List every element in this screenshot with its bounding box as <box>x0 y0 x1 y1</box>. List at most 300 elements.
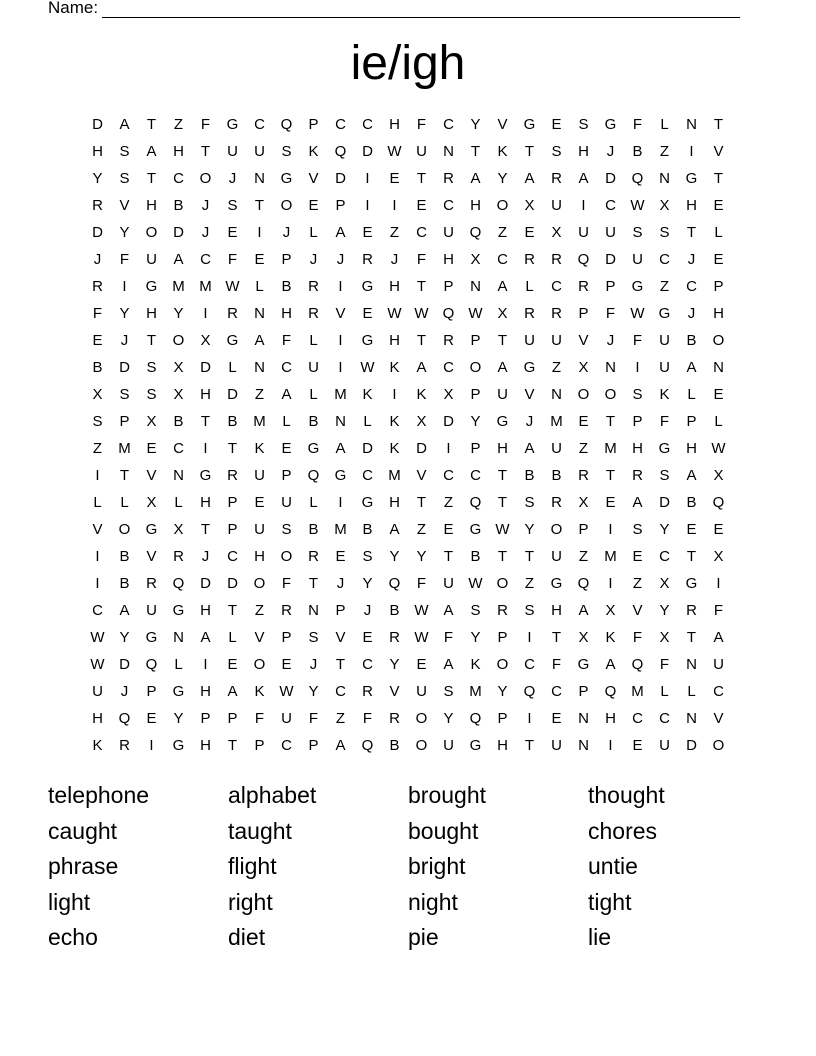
grid-letter: P <box>470 440 481 457</box>
grid-letter: X <box>497 305 508 322</box>
word-list-item: pie <box>408 924 439 950</box>
name-label: Name: <box>48 0 99 17</box>
grid-letter: R <box>362 251 373 268</box>
grid-letter: O <box>712 332 725 349</box>
grid-letter: K <box>362 386 373 403</box>
grid-letter: U <box>551 197 562 214</box>
grid-letter: Y <box>119 305 130 322</box>
grid-letter: G <box>550 575 563 592</box>
grid-letter: M <box>334 386 347 403</box>
grid-letter: G <box>685 170 698 187</box>
grid-letter: X <box>524 197 535 214</box>
grid-letter: T <box>416 332 427 349</box>
grid-letter: I <box>365 170 370 187</box>
grid-letter: D <box>686 737 697 754</box>
word-list-item: alphabet <box>228 782 317 808</box>
grid-letter: Q <box>469 494 482 511</box>
grid-letter: Q <box>577 251 590 268</box>
grid-letter: Q <box>469 224 482 241</box>
grid-letter: O <box>253 575 266 592</box>
grid-letter: I <box>122 278 127 295</box>
grid-letter: A <box>335 737 346 754</box>
grid-letter: D <box>200 575 211 592</box>
grid-letter: T <box>470 143 481 160</box>
grid-letter: Y <box>470 413 481 430</box>
grid-letter: T <box>551 629 562 646</box>
grid-letter: C <box>605 197 616 214</box>
grid-letter: H <box>470 197 481 214</box>
grid-letter: G <box>523 116 536 133</box>
grid-letter: M <box>199 278 212 295</box>
grid-letter: W <box>495 521 510 538</box>
grid-letter: O <box>712 737 725 754</box>
grid-letter: N <box>173 629 184 646</box>
grid-letter: F <box>416 251 427 268</box>
grid-letter: T <box>497 332 508 349</box>
grid-letter: U <box>578 224 589 241</box>
grid-letter: T <box>443 548 454 565</box>
grid-letter: N <box>659 170 670 187</box>
grid-letter: V <box>335 629 346 646</box>
grid-letter: U <box>632 251 643 268</box>
grid-letter: N <box>578 737 589 754</box>
grid-letter: E <box>362 224 373 241</box>
grid-letter: I <box>392 197 397 214</box>
grid-letter: I <box>95 467 100 484</box>
grid-letter: R <box>632 467 643 484</box>
grid-letter: T <box>146 170 157 187</box>
grid-letter: Z <box>173 116 184 133</box>
grid-letter: S <box>524 494 535 511</box>
grid-letter: C <box>686 278 697 295</box>
grid-letter: C <box>227 548 238 565</box>
grid-letter: E <box>416 197 427 214</box>
grid-letter: L <box>174 656 183 673</box>
grid-letter: K <box>605 629 616 646</box>
grid-letter: L <box>255 278 264 295</box>
grid-letter: E <box>713 521 724 538</box>
grid-letter: S <box>146 386 157 403</box>
grid-letter: D <box>605 251 616 268</box>
grid-letter: T <box>119 467 130 484</box>
grid-letter: S <box>578 116 589 133</box>
grid-letter: Q <box>361 737 374 754</box>
grid-letter: A <box>200 629 211 646</box>
grid-letter: U <box>254 467 265 484</box>
grid-letter: O <box>550 521 563 538</box>
grid-letter: G <box>523 359 536 376</box>
grid-letter: H <box>200 737 211 754</box>
grid-letter: R <box>227 467 238 484</box>
grid-letter: G <box>226 332 239 349</box>
grid-letter: H <box>713 305 724 322</box>
grid-letter: B <box>227 413 238 430</box>
grid-letter: T <box>200 521 211 538</box>
grid-letter: O <box>496 656 509 673</box>
grid-letter: F <box>227 251 238 268</box>
grid-letter: Q <box>631 656 644 673</box>
grid-letter: V <box>713 710 724 727</box>
grid-letter: C <box>659 548 670 565</box>
grid-letter: X <box>713 467 724 484</box>
grid-letter: O <box>604 386 617 403</box>
grid-letter: N <box>605 359 616 376</box>
grid-letter: G <box>361 494 374 511</box>
grid-letter: C <box>470 467 481 484</box>
grid-letter: K <box>389 413 400 430</box>
grid-letter: L <box>660 683 669 700</box>
grid-letter: E <box>281 656 292 673</box>
grid-letter: S <box>443 683 454 700</box>
grid-letter: P <box>308 116 319 133</box>
word-list <box>48 778 768 956</box>
grid-letter: Z <box>254 602 265 619</box>
grid-letter: B <box>308 521 319 538</box>
grid-letter: R <box>524 251 535 268</box>
grid-letter: R <box>173 548 184 565</box>
grid-letter: J <box>282 224 291 241</box>
grid-letter: H <box>632 440 643 457</box>
grid-letter: O <box>496 197 509 214</box>
grid-letter: H <box>200 683 211 700</box>
grid-letter: E <box>389 170 400 187</box>
grid-letter: E <box>713 197 724 214</box>
word-list-item: untie <box>588 853 638 879</box>
grid-letter: S <box>632 224 643 241</box>
grid-letter: A <box>524 440 535 457</box>
grid-letter: I <box>338 278 343 295</box>
grid-letter: U <box>659 737 670 754</box>
word-list-item: light <box>48 888 91 915</box>
grid-letter: R <box>119 737 130 754</box>
grid-letter: R <box>92 197 103 214</box>
grid-letter: A <box>227 683 238 700</box>
grid-letter: B <box>281 278 292 295</box>
grid-letter: P <box>335 197 346 214</box>
grid-letter: N <box>308 602 319 619</box>
grid-letter: F <box>416 116 427 133</box>
grid-letter: I <box>95 548 100 565</box>
grid-letter: R <box>389 629 400 646</box>
grid-letter: U <box>254 521 265 538</box>
grid-letter: W <box>414 602 429 619</box>
grid-letter: G <box>199 467 212 484</box>
grid-letter: B <box>362 521 373 538</box>
grid-letter: Y <box>497 683 508 700</box>
grid-letter: G <box>658 305 671 322</box>
grid-letter: R <box>497 602 508 619</box>
grid-letter: B <box>632 143 643 160</box>
grid-letter: B <box>92 359 103 376</box>
grid-letter: O <box>415 737 428 754</box>
grid-letter: G <box>145 521 158 538</box>
grid-letter: W <box>90 656 105 673</box>
grid-letter: D <box>92 224 103 241</box>
grid-letter: Z <box>335 710 346 727</box>
word-list-item: brought <box>408 782 487 808</box>
grid-letter: V <box>308 170 319 187</box>
grid-letter: E <box>686 521 697 538</box>
grid-letter: P <box>200 710 211 727</box>
grid-letter: T <box>254 197 265 214</box>
grid-letter: V <box>389 683 400 700</box>
grid-letter: S <box>227 197 238 214</box>
grid-letter: Y <box>119 629 130 646</box>
grid-letter: G <box>469 737 482 754</box>
grid-letter: L <box>525 278 534 295</box>
grid-letter: F <box>659 656 670 673</box>
grid-letter: P <box>686 413 697 430</box>
grid-letter: F <box>416 575 427 592</box>
grid-letter: U <box>146 251 157 268</box>
grid-letter: H <box>92 143 103 160</box>
grid-letter: N <box>578 710 589 727</box>
grid-letter: D <box>362 440 373 457</box>
grid-letter: B <box>389 737 400 754</box>
grid-letter: J <box>606 332 615 349</box>
grid-letter: T <box>713 170 724 187</box>
grid-letter: W <box>360 359 375 376</box>
grid-letter: W <box>414 305 429 322</box>
grid-letter: C <box>659 251 670 268</box>
grid-letter: T <box>227 602 238 619</box>
grid-letter: D <box>443 413 454 430</box>
grid-letter: B <box>119 575 130 592</box>
grid-letter: B <box>389 602 400 619</box>
grid-letter: B <box>119 548 130 565</box>
grid-letter: T <box>200 143 211 160</box>
grid-letter: C <box>632 710 643 727</box>
grid-letter: M <box>550 413 563 430</box>
grid-letter: Q <box>145 656 158 673</box>
grid-letter: C <box>92 602 103 619</box>
grid-letter: E <box>605 494 616 511</box>
word-list-item: night <box>408 888 458 915</box>
grid-letter: H <box>146 197 157 214</box>
grid-letter: Q <box>604 683 617 700</box>
grid-letter: A <box>578 170 589 187</box>
grid-letter: I <box>689 143 694 160</box>
grid-letter: T <box>713 116 724 133</box>
grid-letter: I <box>608 737 613 754</box>
grid-letter: G <box>280 170 293 187</box>
grid-letter: E <box>416 656 427 673</box>
grid-letter: U <box>713 656 724 673</box>
grid-letter: T <box>416 170 427 187</box>
grid-letter: R <box>146 575 157 592</box>
grid-letter: I <box>257 224 262 241</box>
grid-letter: R <box>443 332 454 349</box>
grid-letter: Z <box>389 224 400 241</box>
grid-letter: X <box>92 386 103 403</box>
grid-letter: W <box>468 305 483 322</box>
grid-letter: Y <box>416 548 427 565</box>
grid-letter: C <box>443 197 454 214</box>
grid-letter: A <box>281 386 292 403</box>
grid-letter: R <box>308 305 319 322</box>
grid-letter: Q <box>307 467 320 484</box>
grid-letter: L <box>120 494 129 511</box>
grid-letter: I <box>203 440 208 457</box>
grid-letter: R <box>443 170 454 187</box>
grid-letter: G <box>361 332 374 349</box>
grid-letter: A <box>524 170 535 187</box>
grid-letter: A <box>254 332 265 349</box>
grid-letter: Y <box>524 521 535 538</box>
grid-letter: K <box>659 386 670 403</box>
grid-letter: S <box>281 143 292 160</box>
grid-letter: Y <box>659 521 670 538</box>
grid-letter: P <box>281 251 292 268</box>
grid-letter: P <box>605 278 616 295</box>
grid-letter: F <box>551 656 562 673</box>
grid-letter: Y <box>389 548 400 565</box>
grid-letter: P <box>335 602 346 619</box>
grid-letter: T <box>524 143 535 160</box>
grid-letter: C <box>173 170 184 187</box>
grid-letter: D <box>362 143 373 160</box>
grid-letter: L <box>93 494 102 511</box>
grid-letter: Z <box>524 575 535 592</box>
grid-letter: H <box>200 602 211 619</box>
grid-letter: P <box>497 710 508 727</box>
grid-letter: U <box>605 224 616 241</box>
grid-letter: Q <box>442 305 455 322</box>
word-list-item: telephone <box>48 782 150 808</box>
grid-letter: T <box>524 737 535 754</box>
grid-letter: G <box>361 278 374 295</box>
grid-letter: V <box>92 521 103 538</box>
grid-letter: P <box>470 386 481 403</box>
grid-letter: M <box>118 440 131 457</box>
grid-letter: R <box>227 305 238 322</box>
grid-letter: Y <box>173 305 184 322</box>
grid-letter: B <box>686 494 697 511</box>
grid-letter: W <box>711 440 726 457</box>
grid-letter: F <box>632 116 643 133</box>
grid-letter: R <box>551 494 562 511</box>
grid-letter: R <box>686 602 697 619</box>
grid-letter: T <box>686 629 697 646</box>
grid-letter: S <box>362 548 373 565</box>
grid-letter: F <box>92 305 103 322</box>
grid-letter: E <box>254 251 265 268</box>
name-underline[interactable] <box>102 2 740 18</box>
grid-letter: U <box>416 143 427 160</box>
word-list-item: phrase <box>48 853 119 879</box>
grid-letter: D <box>227 575 238 592</box>
grid-letter: A <box>443 602 454 619</box>
grid-letter: V <box>578 332 589 349</box>
grid-letter: Q <box>118 710 131 727</box>
grid-letter: M <box>604 440 617 457</box>
grid-letter: V <box>335 305 346 322</box>
grid-letter: C <box>362 116 373 133</box>
grid-letter: O <box>415 710 428 727</box>
grid-letter: H <box>605 710 616 727</box>
grid-letter: O <box>145 224 158 241</box>
grid-letter: C <box>443 359 454 376</box>
grid-letter: X <box>173 521 184 538</box>
grid-letter: T <box>146 332 157 349</box>
grid-letter: H <box>389 332 400 349</box>
grid-letter: P <box>578 521 589 538</box>
word-list-item: caught <box>48 817 118 844</box>
grid-letter: G <box>145 278 158 295</box>
grid-letter: Z <box>632 575 643 592</box>
grid-letter: O <box>172 332 185 349</box>
grid-letter: A <box>578 602 589 619</box>
grid-letter: D <box>335 170 346 187</box>
grid-letter: I <box>95 575 100 592</box>
grid-letter: A <box>146 143 157 160</box>
grid-letter: H <box>389 494 400 511</box>
grid-letter: B <box>470 548 481 565</box>
grid-letter: G <box>604 116 617 133</box>
grid-letter: C <box>173 440 184 457</box>
grid-letter: S <box>119 386 130 403</box>
grid-letter: O <box>280 548 293 565</box>
name-field <box>48 0 740 18</box>
grid-letter: G <box>496 413 509 430</box>
grid-letter: W <box>468 575 483 592</box>
grid-letter: G <box>577 656 590 673</box>
grid-letter: S <box>551 143 562 160</box>
grid-letter: S <box>146 359 157 376</box>
grid-letter: L <box>309 494 318 511</box>
grid-letter: Q <box>577 575 590 592</box>
grid-letter: D <box>119 359 130 376</box>
grid-letter: E <box>227 224 238 241</box>
grid-letter: A <box>335 224 346 241</box>
grid-letter: M <box>172 278 185 295</box>
grid-letter: T <box>146 116 157 133</box>
grid-letter: A <box>632 494 643 511</box>
grid-letter: Q <box>172 575 185 592</box>
word-list-item: bright <box>408 853 466 879</box>
grid-letter: A <box>119 602 130 619</box>
grid-letter: P <box>578 305 589 322</box>
grid-letter: I <box>608 575 613 592</box>
grid-letter: N <box>686 656 697 673</box>
grid-letter: I <box>527 710 532 727</box>
grid-letter: E <box>308 197 319 214</box>
grid-letter: U <box>281 710 292 727</box>
grid-letter: X <box>146 494 157 511</box>
grid-letter: W <box>279 683 294 700</box>
grid-letter: T <box>227 737 238 754</box>
grid-letter: Q <box>523 683 536 700</box>
grid-letter: I <box>527 629 532 646</box>
grid-letter: Q <box>388 575 401 592</box>
grid-letter: L <box>228 629 237 646</box>
grid-letter: A <box>605 656 616 673</box>
grid-letter: D <box>92 116 103 133</box>
grid-letter: P <box>227 710 238 727</box>
grid-letter: V <box>254 629 265 646</box>
grid-letter: J <box>687 251 696 268</box>
grid-letter: F <box>632 629 643 646</box>
grid-letter: L <box>309 332 318 349</box>
grid-letter: X <box>146 413 157 430</box>
grid-letter: H <box>200 494 211 511</box>
grid-letter: L <box>714 413 723 430</box>
grid-letter: Y <box>497 170 508 187</box>
grid-letter: D <box>200 359 211 376</box>
grid-letter: U <box>497 386 508 403</box>
grid-letter: D <box>416 440 427 457</box>
grid-letter: B <box>173 197 184 214</box>
